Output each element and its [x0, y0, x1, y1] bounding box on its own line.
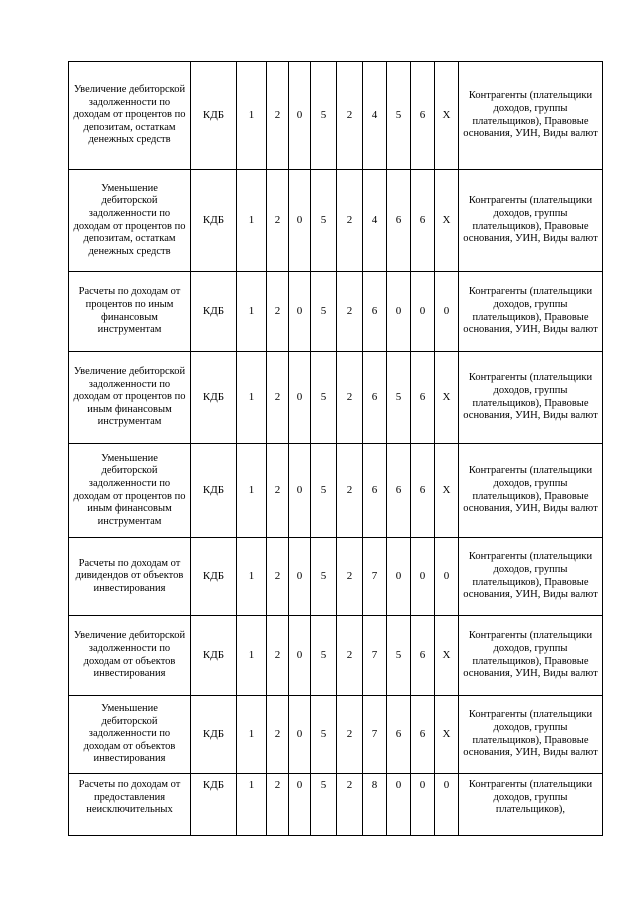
cell-digit: 0	[387, 272, 411, 352]
cell-analytics: Контрагенты (плательщики доходов, группы плательщиков), Правовые основания, УИН, Виды валют	[459, 616, 603, 696]
cell-digit: 7	[363, 696, 387, 774]
cell-digit: Х	[435, 352, 459, 444]
cell-digit: 8	[363, 774, 387, 836]
cell-code: КДБ	[191, 272, 237, 352]
cell-digit: 2	[267, 616, 289, 696]
cell-digit: 0	[411, 538, 435, 616]
cell-digit: 5	[387, 616, 411, 696]
cell-digit: 2	[267, 774, 289, 836]
cell-digit: 2	[267, 62, 289, 170]
cell-digit: 6	[363, 272, 387, 352]
cell-description: Увеличение дебиторской задолженности по доходам от процентов по иным финансовым инструментам	[69, 352, 191, 444]
cell-code: КДБ	[191, 538, 237, 616]
cell-digit: Х	[435, 62, 459, 170]
cell-analytics: Контрагенты (плательщики доходов, группы плательщиков), Правовые основания, УИН, Виды валют	[459, 170, 603, 272]
cell-digit: 1	[237, 272, 267, 352]
accounts-table	[68, 61, 603, 836]
cell-digit: 2	[337, 62, 363, 170]
table-row	[69, 352, 603, 444]
cell-code: КДБ	[191, 444, 237, 538]
cell-digit: Х	[435, 616, 459, 696]
cell-digit: 0	[289, 170, 311, 272]
cell-digit: 1	[237, 170, 267, 272]
cell-digit: 0	[289, 272, 311, 352]
cell-digit: 0	[289, 696, 311, 774]
cell-digit: 6	[411, 444, 435, 538]
cell-digit: 1	[237, 62, 267, 170]
cell-digit: 5	[387, 352, 411, 444]
cell-analytics: Контрагенты (плательщики доходов, группы плательщиков), Правовые основания, УИН, Виды валют	[459, 62, 603, 170]
cell-code: КДБ	[191, 62, 237, 170]
cell-digit: 6	[411, 696, 435, 774]
cell-digit: 2	[267, 696, 289, 774]
cell-digit: 1	[237, 616, 267, 696]
cell-digit: 6	[411, 170, 435, 272]
cell-description: Увеличение дебиторской задолженности по доходам от объектов инвестирования	[69, 616, 191, 696]
table-row	[69, 272, 603, 352]
cell-digit: 2	[267, 272, 289, 352]
cell-digit: 2	[337, 352, 363, 444]
cell-digit: 5	[311, 444, 337, 538]
cell-digit: 2	[267, 170, 289, 272]
cell-description: Расчеты по доходам от предоставления неисключительных	[69, 774, 191, 836]
cell-analytics: Контрагенты (плательщики доходов, группы плательщиков), Правовые основания, УИН, Виды валют	[459, 538, 603, 616]
cell-analytics: Контрагенты (плательщики доходов, группы плательщиков), Правовые основания, УИН, Виды валют	[459, 272, 603, 352]
cell-digit: 0	[289, 352, 311, 444]
cell-digit: 1	[237, 444, 267, 538]
table-body	[69, 62, 603, 836]
cell-analytics: Контрагенты (плательщики доходов, группы плательщиков), Правовые основания, УИН, Виды валют	[459, 352, 603, 444]
cell-analytics: Контрагенты (плательщики доходов, группы плательщиков),	[459, 774, 603, 836]
cell-digit: 2	[267, 538, 289, 616]
cell-digit: 1	[237, 696, 267, 774]
cell-digit: 2	[267, 352, 289, 444]
cell-digit: 2	[337, 774, 363, 836]
cell-digit: 0	[289, 444, 311, 538]
cell-description: Расчеты по доходам от процентов по иным финансовым инструментам	[69, 272, 191, 352]
cell-digit: 6	[411, 62, 435, 170]
cell-digit: 5	[311, 538, 337, 616]
cell-digit: 2	[337, 444, 363, 538]
cell-digit: 5	[311, 696, 337, 774]
cell-digit: 4	[363, 170, 387, 272]
cell-description: Расчеты по доходам от дивидендов от объектов инвестирования	[69, 538, 191, 616]
table-row	[69, 538, 603, 616]
cell-digit: 5	[311, 170, 337, 272]
cell-digit: 0	[411, 774, 435, 836]
cell-digit: Х	[435, 170, 459, 272]
cell-digit: 0	[411, 272, 435, 352]
cell-description: Уменьшение дебиторской задолженности по доходам от объектов инвестирования	[69, 696, 191, 774]
cell-digit: 7	[363, 616, 387, 696]
cell-digit: 6	[387, 696, 411, 774]
table-row	[69, 444, 603, 538]
cell-digit: 0	[289, 616, 311, 696]
cell-digit: 4	[363, 62, 387, 170]
table-row	[69, 774, 603, 836]
cell-digit: 0	[289, 62, 311, 170]
cell-digit: 5	[387, 62, 411, 170]
cell-digit: 2	[337, 696, 363, 774]
cell-code: КДБ	[191, 696, 237, 774]
cell-description: Увеличение дебиторской задолженности по доходам от процентов по депозитам, остаткам денежных средств	[69, 62, 191, 170]
cell-digit: 5	[311, 774, 337, 836]
cell-digit: 5	[311, 272, 337, 352]
cell-digit: Х	[435, 444, 459, 538]
cell-digit: 6	[411, 352, 435, 444]
cell-digit: 5	[311, 616, 337, 696]
cell-digit: 7	[363, 538, 387, 616]
cell-digit: 6	[363, 352, 387, 444]
cell-code: КДБ	[191, 774, 237, 836]
cell-digit: 0	[435, 272, 459, 352]
table-row	[69, 62, 603, 170]
table-row	[69, 696, 603, 774]
cell-digit: 6	[411, 616, 435, 696]
cell-digit: 0	[435, 538, 459, 616]
cell-digit: 5	[311, 62, 337, 170]
cell-code: КДБ	[191, 170, 237, 272]
cell-code: КДБ	[191, 352, 237, 444]
cell-digit: 6	[387, 444, 411, 538]
cell-digit: 0	[289, 538, 311, 616]
table-row	[69, 170, 603, 272]
cell-digit: Х	[435, 696, 459, 774]
cell-digit: 0	[387, 774, 411, 836]
cell-code: КДБ	[191, 616, 237, 696]
cell-digit: 0	[435, 774, 459, 836]
cell-analytics: Контрагенты (плательщики доходов, группы плательщиков), Правовые основания, УИН, Виды валют	[459, 444, 603, 538]
cell-digit: 2	[337, 170, 363, 272]
cell-analytics: Контрагенты (плательщики доходов, группы плательщиков), Правовые основания, УИН, Виды валют	[459, 696, 603, 774]
cell-description: Уменьшение дебиторской задолженности по доходам от процентов по иным финансовым инструментам	[69, 444, 191, 538]
cell-digit: 2	[337, 616, 363, 696]
cell-digit: 2	[337, 538, 363, 616]
cell-digit: 1	[237, 774, 267, 836]
cell-digit: 6	[363, 444, 387, 538]
cell-digit: 5	[311, 352, 337, 444]
cell-digit: 6	[387, 170, 411, 272]
cell-digit: 0	[387, 538, 411, 616]
cell-digit: 1	[237, 538, 267, 616]
table-row	[69, 616, 603, 696]
cell-digit: 0	[289, 774, 311, 836]
cell-description: Уменьшение дебиторской задолженности по доходам от процентов по депозитам, остаткам денежных средств	[69, 170, 191, 272]
cell-digit: 2	[267, 444, 289, 538]
cell-digit: 1	[237, 352, 267, 444]
cell-digit: 2	[337, 272, 363, 352]
